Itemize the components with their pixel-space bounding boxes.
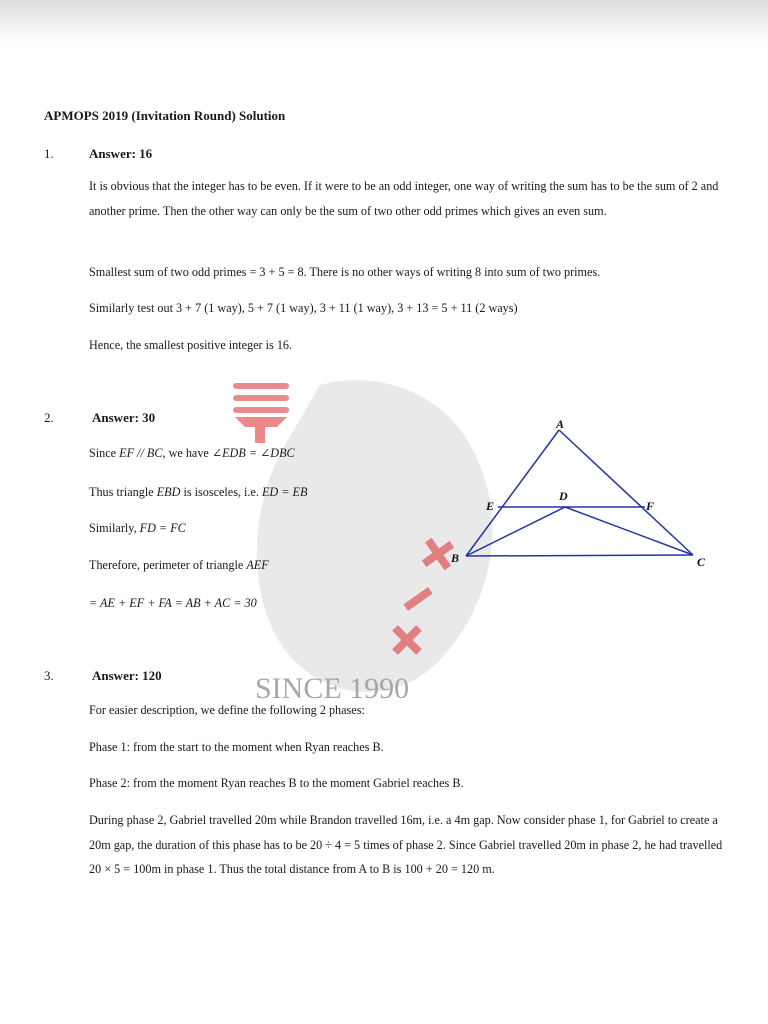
text: Since — [89, 446, 120, 460]
question-3-answer: Answer: 120 — [92, 668, 162, 683]
line-BD — [466, 507, 565, 556]
question-3-intro: For easier description, we define the following 2 phases: — [89, 703, 365, 717]
text: Thus triangle — [89, 485, 157, 499]
text: is isosceles, i.e. — [180, 485, 262, 499]
question-2-line-5 — [89, 591, 729, 616]
line-DC — [565, 507, 693, 555]
label-E: E — [486, 499, 495, 513]
question-3-phase-2: Phase 2: from the moment Ryan reaches B to the moment Gabriel reaches B. — [89, 776, 464, 790]
text: Therefore, perimeter of triangle — [89, 558, 247, 572]
watermark-text: SINCE 1990 — [255, 672, 410, 705]
question-1-number: 1. — [44, 146, 54, 161]
text: , we have — [162, 446, 212, 460]
question-2-number: 2. — [44, 410, 54, 425]
label-C: C — [697, 555, 706, 569]
question-3-solution: During phase 2, Gabriel travelled 20m while Brandon travelled 16m, i.e. a 4m gap. Now consider phase 1, for Gabriel to create a 20m gap, the duration of this phase has to be 20 ÷ 4 = 5 times of phase 2. Since Gabriel travelled 20m in phase 2, he had travelled 20 × 5 = 100m in phase 1. Thus the total distance from A to B is 100 + 20 = 120 m. — [89, 813, 723, 876]
math-expression: FD = FC — [139, 521, 186, 535]
label-F: F — [646, 499, 655, 513]
question-1-smallest-sum: Smallest sum of two odd primes = 3 + 5 = 8. There is no other ways of writing 8 into sum of two primes. — [89, 265, 601, 279]
text: Similarly, — [89, 521, 140, 535]
question-3-number: 3. — [44, 668, 54, 683]
question-1-conclusion: Hence, the smallest positive integer is 16. — [89, 338, 293, 352]
question-1-explanation: It is obvious that the integer has to be even. If it were to be an odd integer, one way of writing the sum has to be the sum of 2 and another prime. Then the other way can only be the sum of two other odd primes which gives an even sum. — [89, 179, 719, 218]
math-expression: ∠EDB = ∠DBC — [211, 446, 295, 460]
line-BC — [466, 555, 693, 556]
triangle-diagram — [445, 412, 720, 582]
question-1-answer: Answer: 16 — [89, 146, 153, 161]
line-AB — [466, 430, 559, 556]
label-B: B — [451, 551, 460, 565]
label-D: D — [559, 489, 568, 503]
label-A: A — [556, 417, 565, 431]
math-expression: = AE + EF + FA = AB + AC = 30 — [89, 596, 257, 610]
line-AC — [559, 430, 693, 555]
question-1-test-cases: Similarly test out 3 + 7 (1 way), 5 + 7 (1 way), 3 + 11 (1 way), 3 + 13 = 5 + 11 (2 ways) — [89, 301, 518, 315]
question-2-answer: Answer: 30 — [92, 410, 156, 425]
math-expression: EBD — [156, 485, 181, 499]
question-3-phase-1: Phase 1: from the start to the moment when Ryan reaches B. — [89, 740, 384, 754]
page-title: APMOPS 2019 (Invitation Round) Solution — [44, 108, 286, 123]
math-expression: ED = EB — [261, 485, 308, 499]
math-expression: AEF — [246, 558, 269, 572]
math-expression: EF // BC — [119, 446, 163, 460]
top-shadow-bar — [0, 0, 768, 44]
